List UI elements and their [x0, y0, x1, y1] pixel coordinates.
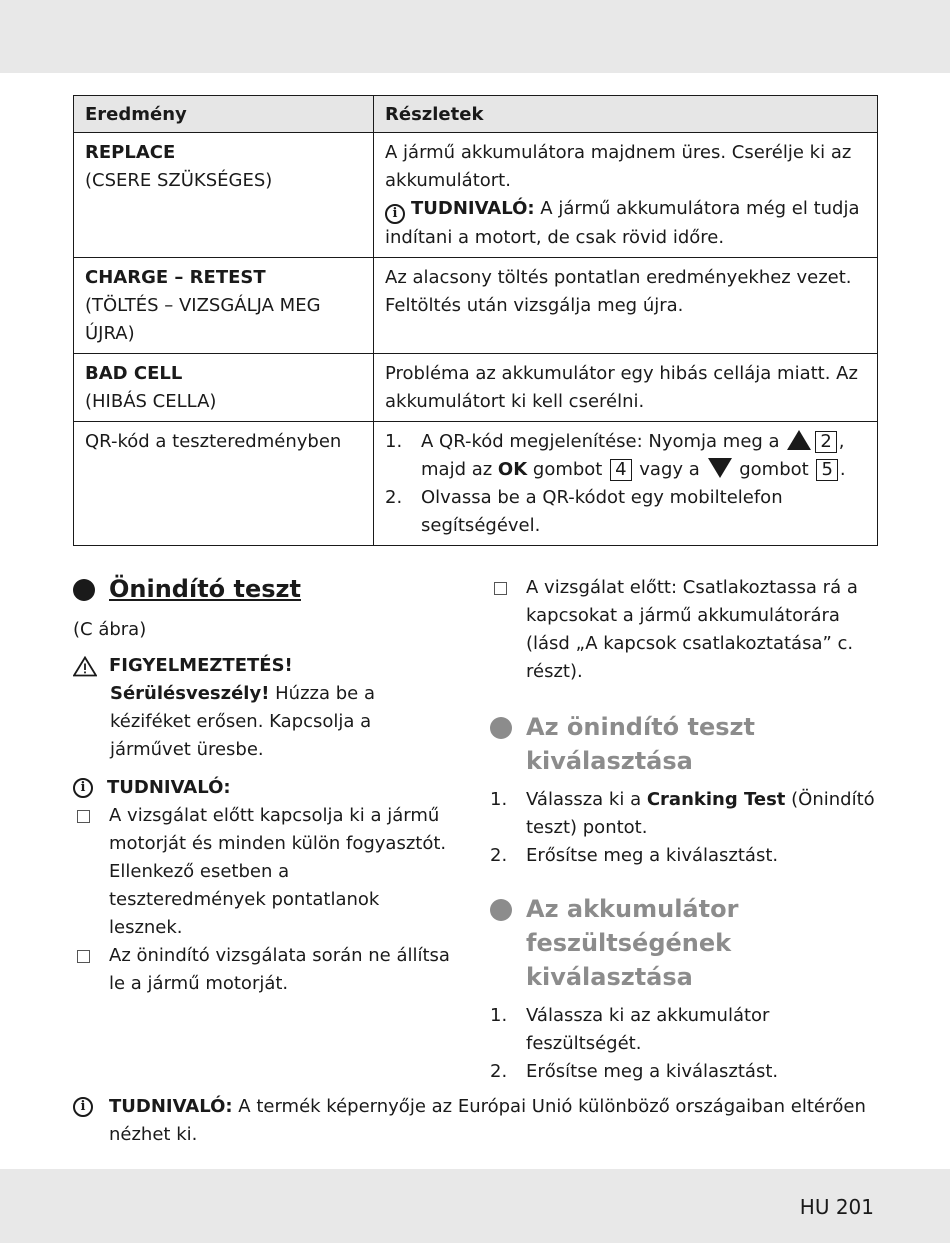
button-ref-5: 5 — [816, 459, 837, 481]
warning-icon — [73, 656, 97, 677]
select-test-steps — [490, 786, 875, 870]
select-voltage-steps — [490, 1002, 875, 1086]
top-band — [0, 0, 950, 73]
result-code: CHARGE – RETEST — [85, 267, 266, 288]
section-title — [73, 572, 451, 606]
table-header-row — [74, 96, 878, 133]
step-text: gombot — [733, 459, 815, 480]
note-label: TUDNIVALÓ: — [411, 198, 535, 219]
result-cell — [74, 354, 374, 422]
detail-cell — [374, 258, 878, 354]
list-item: Az önindító vizsgálata során ne állítsa le a jármű motorját. — [73, 942, 451, 998]
note-label: TUDNIVALÓ: — [109, 1096, 233, 1117]
arrow-down-icon — [708, 458, 732, 478]
note-label: TUDNIVALÓ: — [107, 777, 231, 798]
section-title-text: Az önindító teszt kiválasztása — [526, 713, 755, 775]
ok-label: OK — [497, 459, 528, 480]
section-title — [490, 710, 875, 778]
info-icon: i — [73, 1097, 93, 1117]
step-number: 2. — [385, 487, 403, 508]
section-title-text: Az akkumulátor feszültségének kiválasztása — [526, 895, 739, 991]
bottom-note — [73, 1093, 873, 1149]
section-title-text: Önindító teszt — [109, 575, 301, 603]
result-code: REPLACE — [85, 142, 176, 163]
button-ref-4: 4 — [610, 459, 631, 481]
figure-ref: (C ábra) — [73, 619, 147, 640]
step-text: vagy a — [633, 459, 706, 480]
bullet-icon — [490, 899, 512, 921]
list-item — [385, 484, 867, 540]
detail-text: A jármű akkumulátora majdnem üres. Cserélje ki az akkumulátort. — [385, 142, 852, 191]
step-text: , majd az — [421, 431, 845, 480]
warning-text — [73, 680, 451, 764]
warning-body: Húzza be a kéziféket erősen. Kapcsolja a járművet üresbe. — [110, 683, 375, 760]
list-item: A vizsgálat előtt: Csatlakoztassa rá a kapcsokat a jármű akkumulátorára (lásd „A kapcsok csatlakoztatása” c. részt). — [490, 574, 875, 686]
table-row — [74, 354, 878, 422]
step-text: gombot — [527, 459, 609, 480]
detail-cell — [374, 422, 878, 546]
right-column — [490, 572, 875, 1086]
list-item — [385, 428, 867, 484]
detail-text: Az alacsony töltés pontatlan eredményekhez vezet. Feltöltés után vizsgálja meg újra. — [385, 267, 852, 316]
detail-cell — [374, 133, 878, 258]
qr-steps — [385, 428, 867, 540]
result-translation: (HIBÁS CELLA) — [85, 391, 217, 412]
result-translation: (TÖLTÉS – VIZSGÁLJA MEG ÚJRA) — [85, 295, 321, 344]
result-text: QR-kód a teszteredményben — [85, 431, 342, 452]
warning-bold: Sérülésveszély! — [110, 683, 270, 704]
step-text: A QR-kód megjelenítése: Nyomja meg a — [421, 431, 786, 452]
bullet-icon — [73, 579, 95, 601]
header-result: Eredmény — [74, 96, 374, 133]
result-cell — [74, 422, 374, 546]
note-text: A termék képernyője az Európai Unió különböző országaiban eltérően nézhet ki. — [109, 1096, 866, 1145]
result-cell — [74, 258, 374, 354]
table-row — [74, 258, 878, 354]
header-details: Részletek — [374, 96, 878, 133]
info-icon: i — [73, 778, 93, 798]
table-row — [74, 422, 878, 546]
button-ref-2: 2 — [815, 431, 836, 453]
list-item: 1. Válassza ki az akkumulátor feszültségét. — [490, 1005, 770, 1054]
detail-note — [385, 195, 867, 252]
left-column — [73, 572, 451, 998]
list-item: 2. Erősítse meg a kiválasztást. — [490, 845, 779, 866]
checkbox-square-icon — [77, 950, 90, 963]
result-translation: (CSERE SZÜKSÉGES) — [85, 170, 273, 191]
page-number: HU 201 — [799, 1195, 874, 1219]
list-item: A vizsgálat előtt kapcsolja ki a jármű motorját és minden külön fogyasztót. Ellenkező esetben a teszteredmények pontatlanok lesznek. — [73, 802, 451, 942]
result-code: BAD CELL — [85, 363, 183, 384]
step-text: Olvassa be a QR-kódot egy mobiltelefon segítségével. — [421, 487, 783, 536]
warning-heading — [73, 652, 451, 680]
list-item: 1. Válassza ki a Cranking Test (Önindító teszt) pontot. — [490, 789, 875, 838]
checkbox-square-icon — [494, 582, 507, 595]
detail-text: Probléma az akkumulátor egy hibás cellája miatt. Az akkumulátort ki kell cserélni. — [385, 363, 858, 412]
result-cell — [74, 133, 374, 258]
warning-label: FIGYELMEZTETÉS! — [109, 655, 293, 676]
note-bullets — [73, 802, 451, 998]
list-item: 2. Erősítse meg a kiválasztást. — [490, 1061, 779, 1082]
bullet-icon — [490, 717, 512, 739]
checkbox-square-icon — [77, 810, 90, 823]
note-heading — [73, 774, 451, 802]
note-text: A jármű akkumulátora még el tudja indítani a motort, de csak rövid időre. — [385, 198, 860, 248]
info-icon: i — [385, 204, 405, 224]
prep-bullets — [490, 574, 875, 686]
results-table — [73, 95, 878, 546]
step-text: . — [839, 459, 846, 480]
arrow-up-icon — [787, 430, 811, 450]
detail-cell — [374, 354, 878, 422]
section-title — [490, 892, 875, 994]
table-row — [74, 133, 878, 258]
step-number: 1. — [385, 431, 403, 452]
